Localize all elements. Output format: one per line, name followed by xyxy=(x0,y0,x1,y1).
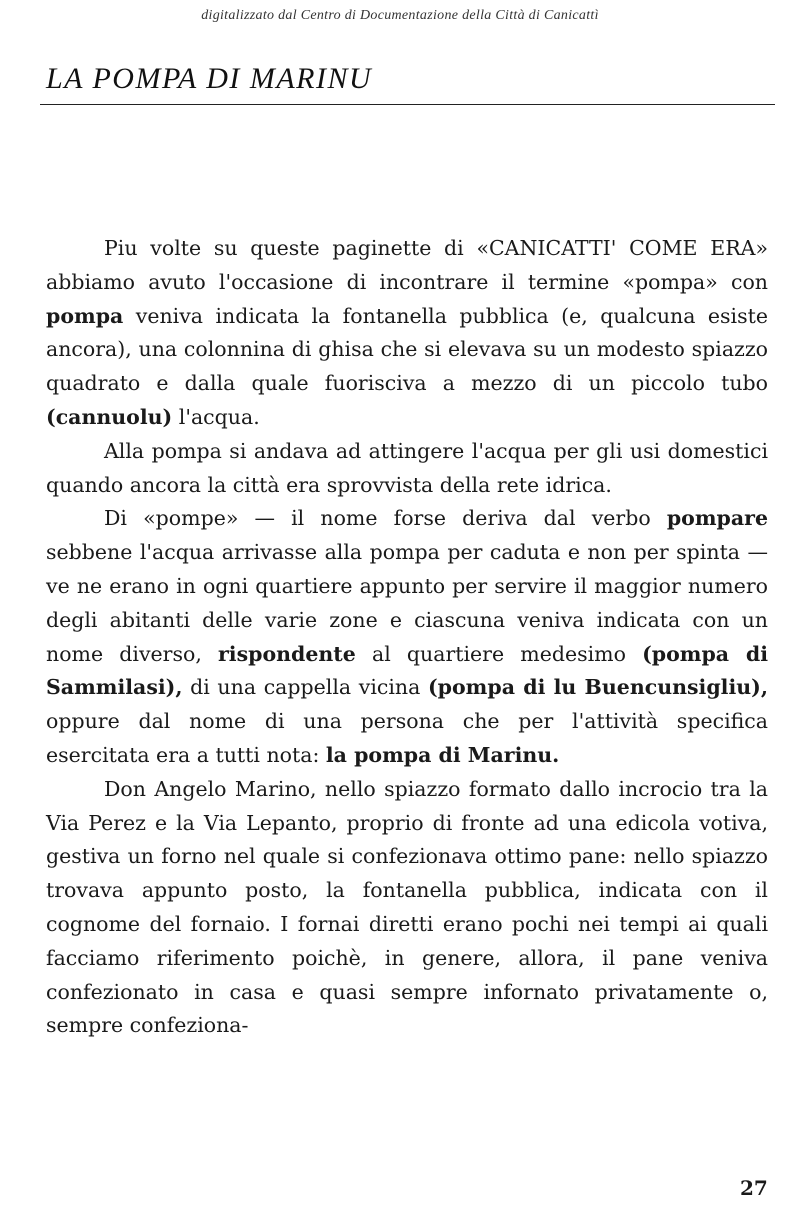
digitization-watermark: digitalizzato dal Centro di Documentazione della Città di Canicattì xyxy=(201,8,599,23)
bold-term: pompa xyxy=(46,303,124,328)
article-body xyxy=(46,232,768,1043)
bold-term: (pompa di lu Buencunsigliu), xyxy=(427,675,768,700)
bold-term: rispondente xyxy=(217,641,356,666)
page-number: 27 xyxy=(740,1176,768,1200)
title-divider xyxy=(40,104,775,105)
bold-term: (pompa di Sammilasi), xyxy=(46,641,768,700)
paragraph-2: Alla pompa si andava ad attingere l'acqua per gli usi domestici quando ancora la città era sprovvista della rete idrica. xyxy=(46,438,768,497)
bold-term: (cannuolu) xyxy=(46,404,173,429)
article-title: LA POMPA DI MARINU xyxy=(46,62,373,95)
paragraph-4: Don Angelo Marino, nello spiazzo formato dallo incrocio tra la Via Perez e la Via Lepanto, proprio di fronte ad una edicola votiva, gestiva un forno nel quale si confezionava ottimo pane: nello spiazzo trovava appunto posto, la fontanella pubblica, indicata con il cognome del fornaio. I fornai diretti erano pochi nei tempi ai quali facciamo riferimento poichè, in genere, allora, il pane veniva confezionato in casa e quasi sempre infornato privatamente o, sempre confeziona- xyxy=(46,776,768,1038)
bold-term: la pompa di Marinu. xyxy=(325,742,560,767)
bold-term: pompare xyxy=(666,506,768,531)
paragraph-3: Di «pompe» — il nome forse deriva dal verbo pompare sebbene l'acqua arrivasse alla pompa per caduta e non per spinta — ve ne erano in ogni quartiere appunto per servire il maggior numero degli abitanti delle varie zone e ciascuna veniva indicata con un nome diverso, rispondente al quartiere medesimo (pompa di Sammilasi), di una cappella vicina (pompa di lu Buencunsigliu), oppure dal nome di una persona che per l'attività specifica esercitata era a tutti nota: la pompa di Marinu. xyxy=(46,506,768,767)
paragraph-1: Piu volte su queste paginette di «CANICATTI' COME ERA» abbiamo avuto l'occasione di incontrare il termine «pompa» con pompa veniva indicata la fontanella pubblica (e, qualcuna esiste ancora), una colonnina di ghisa che si elevava su un modesto spiazzo quadrato e dalla quale fuorisciva a mezzo di un piccolo tubo (cannuolu) l'acqua. xyxy=(46,236,768,429)
